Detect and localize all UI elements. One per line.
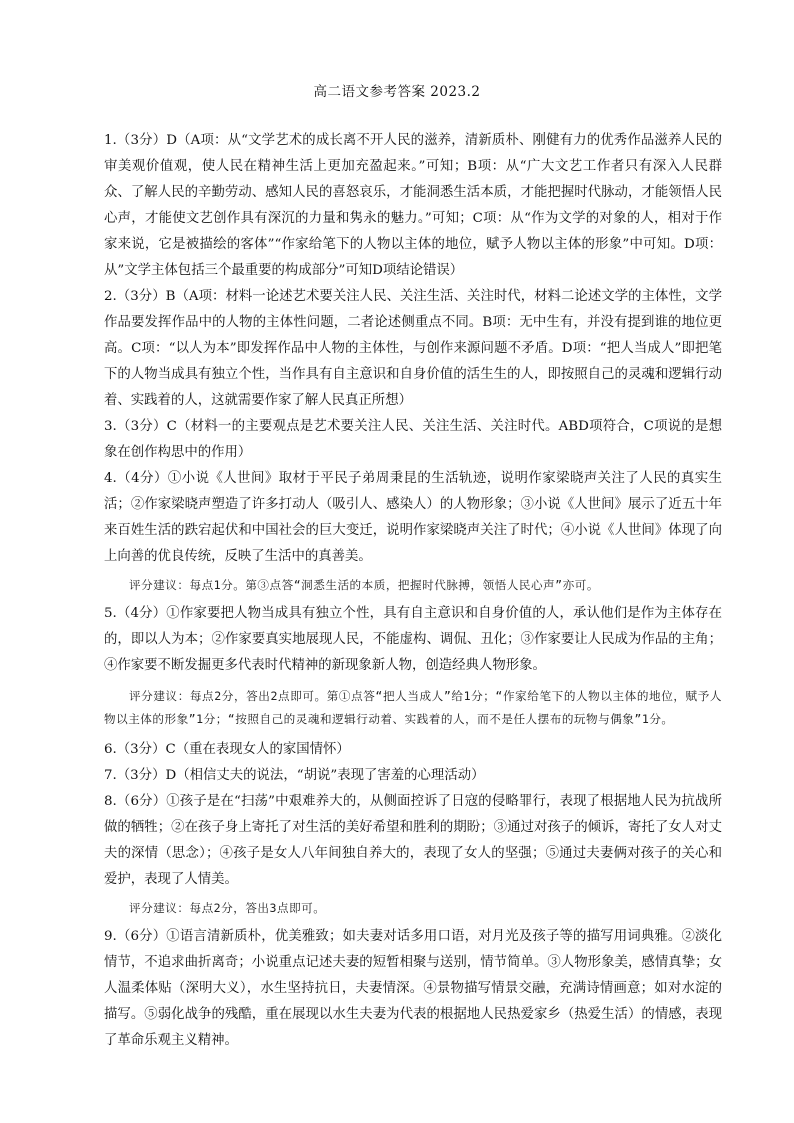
answer-item-1: 1.（3分）D（A项：从“文学艺术的成长离不开人民的滋养，清新质朴、刚健有力的优秀作品滋养人民的审美观价值观，使人民在精神生活上更加充盈起来。”可知；B项：从“广大文艺工作者只有深入人民群众、了解人民的辛勤劳动、感知人民的喜怒哀乐，才能洞悉生活本质，才能把握时代脉动，才能领悟人民心声，才能使文艺创作具有深沉的力量和隽永的魅力。”可知；C项：从“作为文学的对象的人，相对于作家来说，它是被描绘的客体”“作家给笔下的人物以主体的地位，赋予人物以主体的形象”中可知。D项：从”文学主体包括三个最重要的构成部分”可知D项结论错误） (104, 133, 722, 278)
answer-item-6: 6.（3分）C（重在表现女人的家国情怀） (104, 742, 350, 757)
grading-note-5: 评分建议：每点2分，答出2点即可。第①点答“把人当成人”给1分；“作家给笔下的人物以主体的地位，赋予人物以主体的形象”1分；“按照自己的灵魂和逻辑行动着、实践着的人，而不是任人摆布的玩物与偶象”1分。 (104, 689, 722, 726)
answer-item-2: 2.（3分）B（A项：材料一论述艺术要关注人民、关注生活、关注时代，材料二论述文学的主体性，文学作品要发挥作品中的人物的主体性问题，二者论述侧重点不同。B项：无中生有，并没有提到谁的地位更高。C项：“以人为本”即发挥作品中人物的主体性，与创作来源问题不矛盾。D项：“把人当成人”即把笔下的人物当成具有独立个性，当作具有自主意识和自身价值的活生生的人，即按照自己的灵魂和逻辑行动着、实践着的人，这就需要作家了解人民真正所想） (104, 289, 722, 408)
grading-note-8: 评分建议：每点2分，答出3点即可。 (129, 901, 326, 915)
grading-note-4: 评分建议：每点1分。第③点答“洞悉生活的本质，把握时代脉搏，领悟人民心声”亦可。 (129, 578, 599, 592)
answer-item-8: 8.（6分）①孩子是在“扫荡”中艰难养大的，从侧面控诉了日寇的侵略罪行，表现了根据地人民为抗战所做的牺牲；②在孩子身上寄托了对生活的美好希望和胜利的期盼；③通过对孩子的倾诉，寄托了女人对丈夫的深情（思念）；④孩子是女人八年间独自养大的，表现了女人的坚强；⑤通过夫妻俩对孩子的关心和爱护，表现了人情美。 (104, 794, 722, 887)
answer-item-3: 3.（3分）C（材料一的主要观点是艺术要关注人民、关注生活、关注时代。ABD项符合，C项说的是想象在创作构思中的作用） (104, 419, 722, 460)
answer-item-5: 5.（4分）①作家要把人物当成具有独立个性，具有自主意识和自身价值的人，承认他们是作为主体存在的，即以人为本；②作家要真实地展现人民，不能虚构、调侃、丑化；③作家要让人民成为作品的主角；④作家要不断发掘更多代表时代精神的新现象新人物，创造经典人物形象。 (104, 606, 722, 673)
answer-item-4: 4.（4分）①小说《人世间》取材于平民子弟周秉昆的生活轨迹，说明作家梁晓声关注了人民的真实生活；②作家梁晓声塑造了许多打动人（吸引人、感染人）的人物形象；③小说《人世间》展示了近五十年来百姓生活的跌宕起伏和中国社会的巨大变迁，说明作家梁晓声关注了时代；④小说《人世间》体现了向上向善的优良传统，反映了生活中的真善美。 (104, 471, 722, 564)
answer-item-9: 9.（6分）①语言清新质朴，优美雅致；如夫妻对话多用口语，对月光及孩子等的描写用词典雅。②淡化情节，不追求曲折离奇；小说重点记述夫妻的短暂相聚与送别，情节简单。③人物形象美，感情真挚；女人温柔体贴（深明大义），水生坚持抗日，夫妻情深。④景物描写情景交融，充满诗情画意；如对水淀的描写。⑤弱化战争的残酷，重在展现以水生夫妻为代表的根据地人民热爱家乡（热爱生活）的情感，表现了革命乐观主义精神。 (104, 929, 722, 1048)
answer-list (104, 128, 722, 1054)
page-title: 高二语文参考答案 2023.2 (313, 84, 481, 100)
answer-item-7: 7.（3分）D（相信丈夫的说法，“胡说”表现了害羞的心理活动） (104, 768, 485, 783)
